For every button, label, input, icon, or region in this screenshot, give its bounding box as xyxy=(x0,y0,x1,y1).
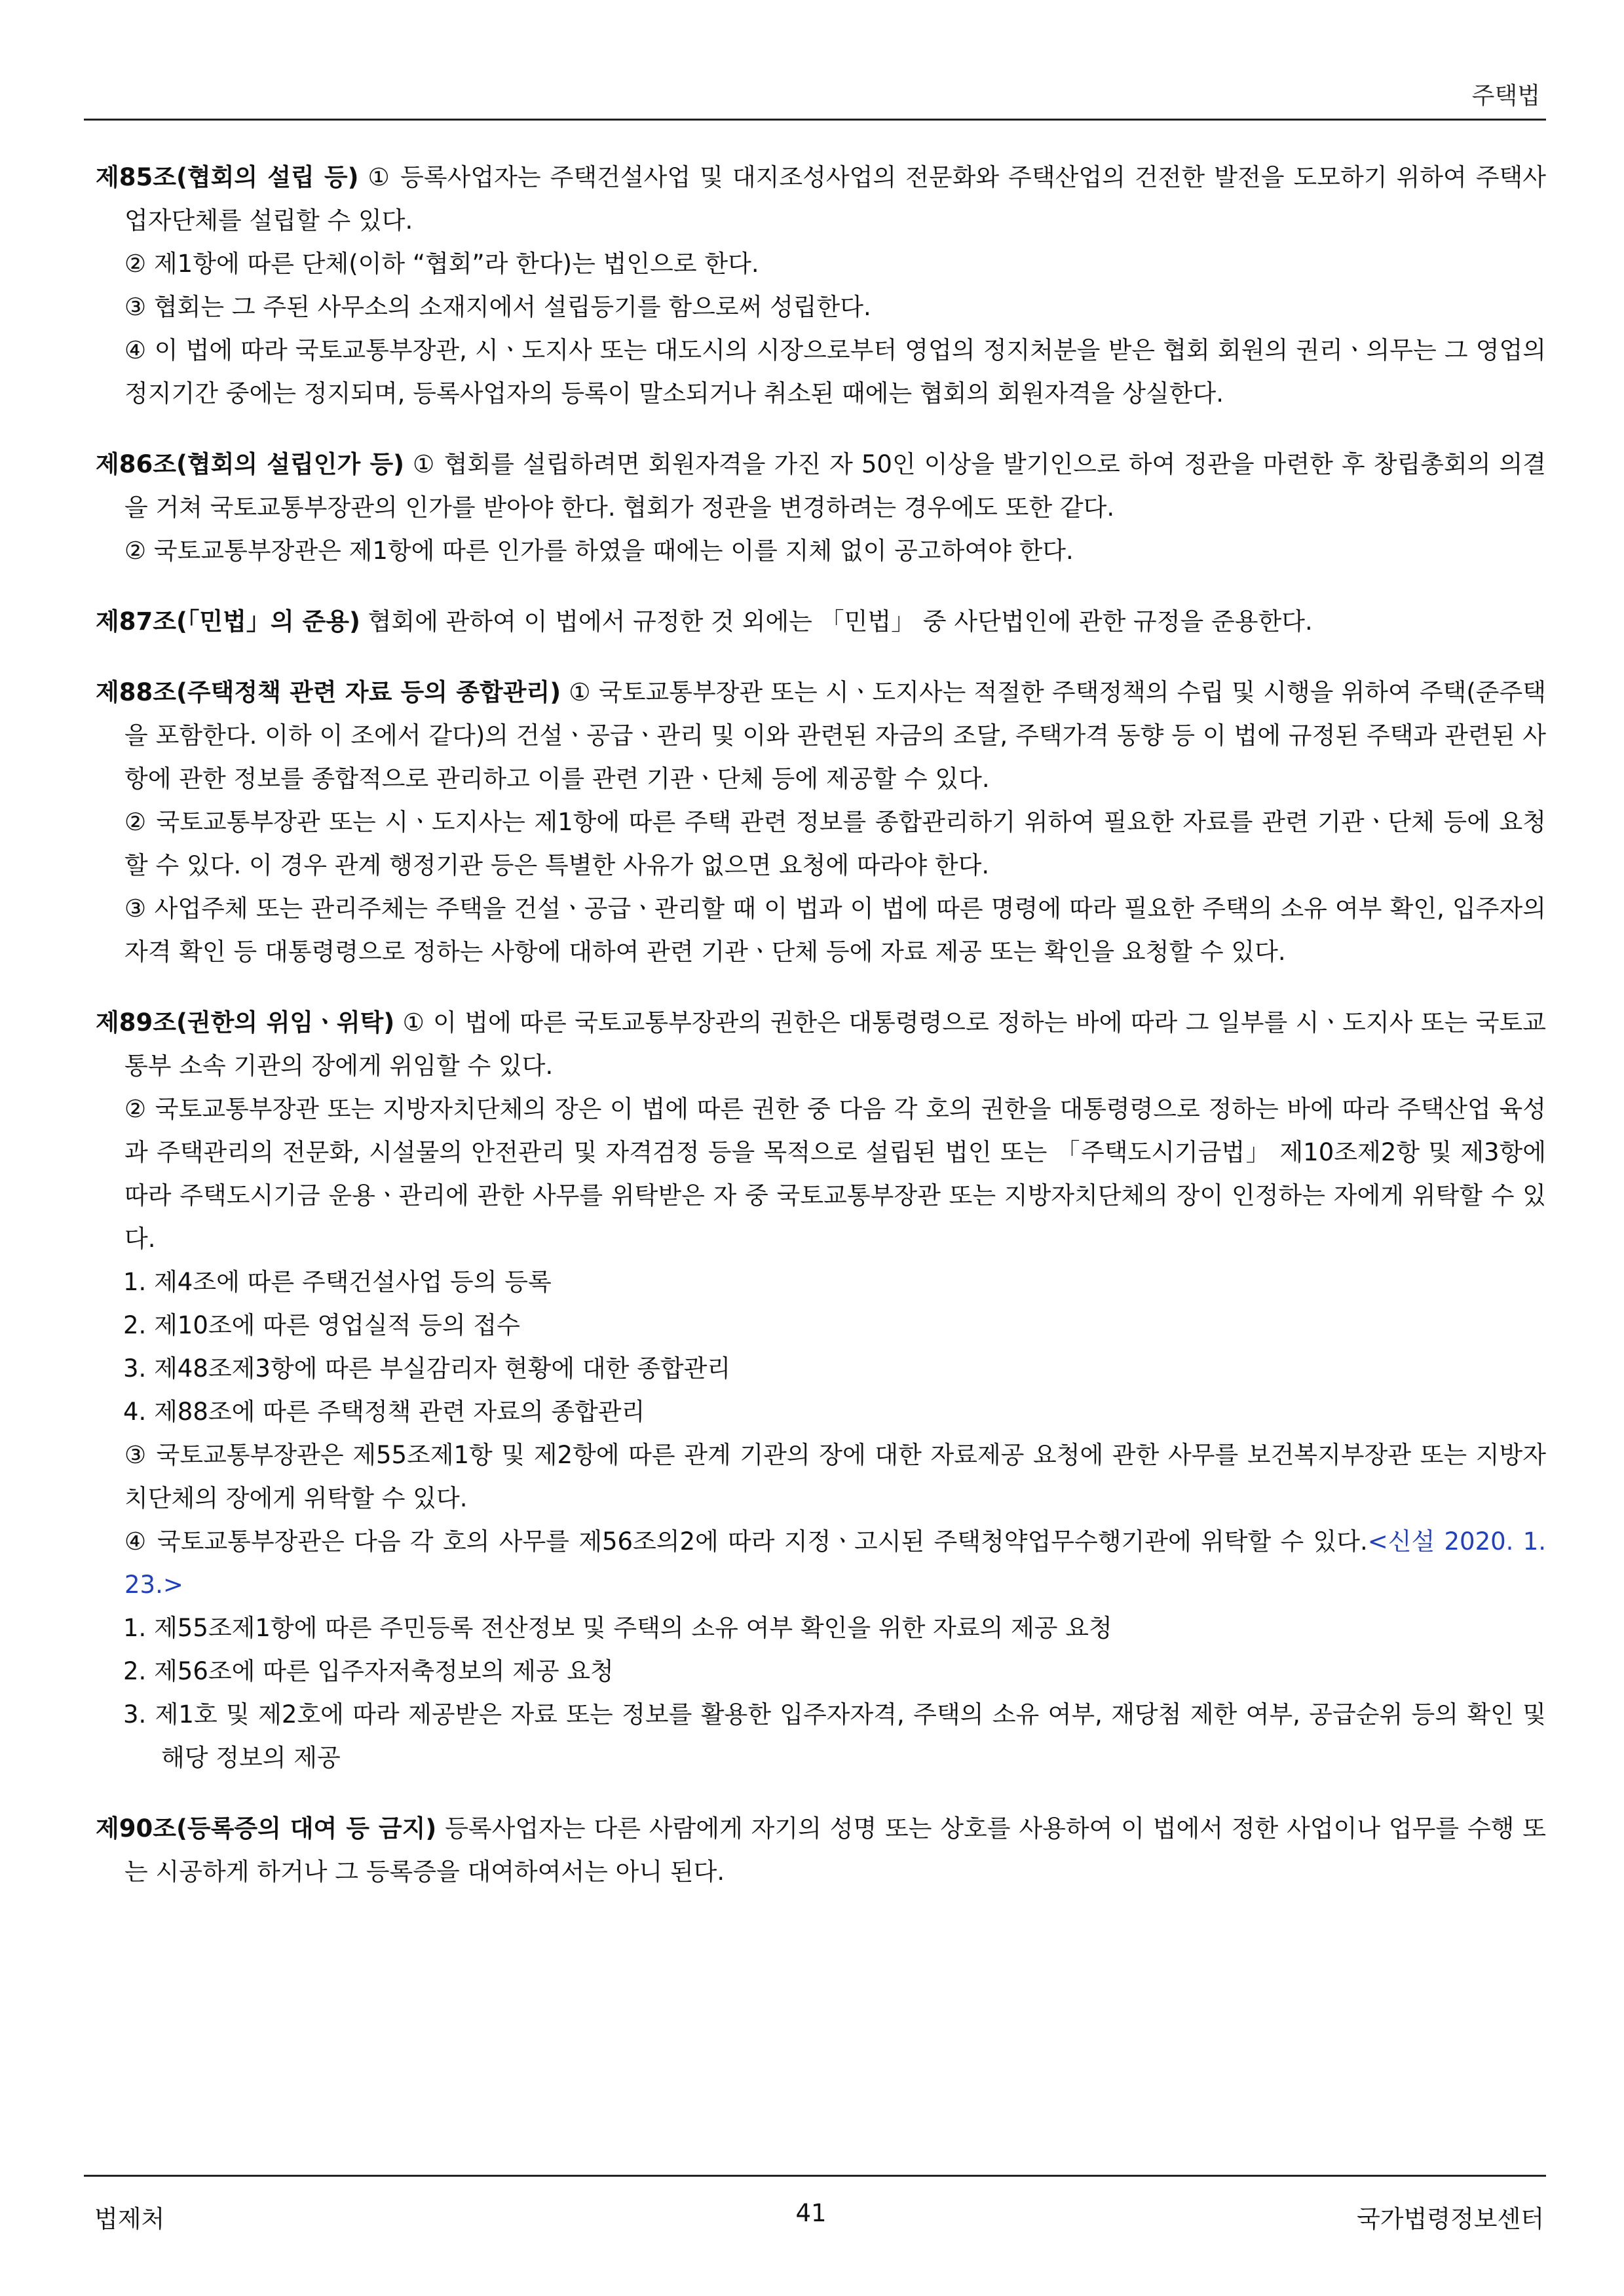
article-89-p2-item-4: 4. 제88조에 따른 주택정책 관련 자료의 종합관리 xyxy=(123,1398,645,1426)
article-88-title: 제88조(주택정책 관련 자료 등의 종합관리) xyxy=(96,678,561,706)
article-89-paragraph-2: ② 국토교통부장관 또는 지방자치단체의 장은 이 법에 따른 권한 중 다음 각 호의 권한을 대통령령으로 정하는 바에 따라 주택산업 육성과 주택관리의 전문화, 시설물의 안전관리 및 자격검정 등을 목적으로 설립된 법인 또는 「주택도시기금법」 제10조제2항 및 제3항에 따라 주택도시기금 운용ㆍ관리에 관한 사무를 위탁받은 자 중 국토교통부장관 또는 지방자치단체의 장이 인정하는 자에게 위탁할 수 있다. xyxy=(124,1095,1546,1253)
article-89-p4-item-1: 1. 제55조제1항에 따른 주민등록 전산정보 및 주택의 소유 여부 확인을 위한 자료의 제공 요청 xyxy=(123,1614,1112,1642)
article-87 xyxy=(96,600,1546,643)
article-86-paragraph-1: ① 협회를 설립하려면 회원자격을 가진 자 50인 이상을 발기인으로 하여 정관을 마련한 후 창립총회의 의결을 거쳐 국토교통부장관의 인가를 받아야 한다. 협회가 정관을 변경하려는 경우에도 또한 같다. xyxy=(124,450,1546,522)
article-89-p2-item-2: 2. 제10조에 따른 영업실적 등의 접수 xyxy=(123,1311,520,1339)
article-89-paragraph-3: ③ 국토교통부장관은 제55조제1항 및 제2항에 따른 관계 기관의 장에 대한 자료제공 요청에 관한 사무를 보건복지부장관 또는 지방자치단체의 장에게 위탁할 수 있다. xyxy=(124,1441,1546,1512)
header-rule xyxy=(84,119,1546,121)
amendment-note: <신설 2020. 1. 23.> xyxy=(124,1527,1547,1599)
article-86 xyxy=(96,443,1546,573)
article-89-p2-item-3: 3. 제48조제3항에 따른 부실감리자 현황에 대한 종합관리 xyxy=(123,1354,731,1383)
article-85-paragraph-3: ③ 협회는 그 주된 사무소의 소재지에서 설립등기를 함으로써 성립한다. xyxy=(124,293,871,321)
article-89-title: 제89조(권한의 위임ㆍ위탁) xyxy=(96,1008,395,1037)
article-89-p4-item-3: 3. 제1호 및 제2호에 따라 제공받은 자료 또는 정보를 활용한 입주자자격, 주택의 소유 여부, 재당첨 제한 여부, 공급순위 등의 확인 및 해당 정보의 제공 xyxy=(123,1700,1546,1772)
article-89 xyxy=(96,1001,1546,1780)
article-88-paragraph-1: ① 국토교통부장관 또는 시ㆍ도지사는 적절한 주택정책의 수립 및 시행을 위하여 주택(준주택을 포함한다. 이하 이 조에서 같다)의 건설ㆍ공급ㆍ관리 및 이와 관련된 자금의 조달, 주택가격 동향 등 이 법에 규정된 주택과 관련된 사항에 관한 정보를 종합적으로 관리하고 이를 관련 기관ㆍ단체 등에 제공할 수 있다. xyxy=(124,678,1546,793)
article-88-paragraph-2: ② 국토교통부장관 또는 시ㆍ도지사는 제1항에 따른 주택 관련 정보를 종합관리하기 위하여 필요한 자료를 관련 기관ㆍ단체 등에 요청할 수 있다. 이 경우 관계 행정기관 등은 특별한 사유가 없으면 요청에 따라야 한다. xyxy=(124,808,1546,879)
article-85-paragraph-4: ④ 이 법에 따라 국토교통부장관, 시ㆍ도지사 또는 대도시의 시장으로부터 영업의 정지처분을 받은 협회 회원의 권리ㆍ의무는 그 영업의 정지기간 중에는 정지되며, 등록사업자의 등록이 말소되거나 취소된 때에는 협회의 회원자격을 상실한다. xyxy=(124,336,1546,408)
article-86-paragraph-2: ② 국토교통부장관은 제1항에 따른 인가를 하였을 때에는 이를 지체 없이 공고하여야 한다. xyxy=(124,537,1074,565)
running-header-title: 주택법 xyxy=(1471,83,1540,109)
article-89-paragraph-1: ① 이 법에 따른 국토교통부장관의 권한은 대통령령으로 정하는 바에 따라 그 일부를 시ㆍ도지사 또는 국토교통부 소속 기관의 장에게 위임할 수 있다. xyxy=(124,1008,1546,1080)
footer-publisher: 법제처 xyxy=(94,2205,165,2233)
article-90-body: 등록사업자는 다른 사람에게 자기의 성명 또는 상호를 사용하여 이 법에서 정한 사업이나 업무를 수행 또는 시공하게 하거나 그 등록증을 대여하여서는 아니 된다. xyxy=(124,1814,1547,1886)
article-89-paragraph-4-text: ④ 국토교통부장관은 다음 각 호의 사무를 제56조의2에 따라 지정ㆍ고시된 주택청약업무수행기관에 위탁할 수 있다. xyxy=(124,1527,1368,1556)
footer-source: 국가법령정보센터 xyxy=(1357,2205,1544,2233)
document-body xyxy=(96,156,1546,1921)
article-90-first-paragraph xyxy=(96,1807,1546,1894)
article-87-first-paragraph xyxy=(96,600,1546,643)
article-90-title: 제90조(등록증의 대여 등 금지) xyxy=(96,1814,437,1843)
article-89-p2-item-1: 1. 제4조에 따른 주택건설사업 등의 등록 xyxy=(123,1268,552,1296)
article-85-title: 제85조(협회의 설립 등) xyxy=(96,163,359,191)
article-89-first-paragraph xyxy=(96,1001,1546,1088)
article-87-body: 협회에 관하여 이 법에서 규정한 것 외에는 「민법」 중 사단법인에 관한 규정을 준용한다. xyxy=(368,607,1313,636)
article-85-first-paragraph xyxy=(96,156,1546,242)
article-90 xyxy=(96,1807,1546,1894)
article-85-paragraph-2: ② 제1항에 따른 단체(이하 “협회”라 한다)는 법인으로 한다. xyxy=(124,250,759,278)
article-89-paragraph-4 xyxy=(96,1520,1546,1607)
article-86-first-paragraph xyxy=(96,443,1546,529)
article-87-title: 제87조(「민법」의 준용) xyxy=(96,607,360,636)
article-86-title: 제86조(협회의 설립인가 등) xyxy=(96,450,405,478)
article-85-paragraph-1: ① 등록사업자는 주택건설사업 및 대지조성사업의 전문화와 주택산업의 건전한 발전을 도모하기 위하여 주택사업자단체를 설립할 수 있다. xyxy=(124,163,1546,235)
page-number: 41 xyxy=(795,2199,827,2227)
article-88-first-paragraph xyxy=(96,671,1546,801)
article-85 xyxy=(96,156,1546,415)
footer-rule xyxy=(84,2175,1546,2177)
article-88 xyxy=(96,671,1546,974)
article-89-p4-item-2: 2. 제56조에 따른 입주자저축정보의 제공 요청 xyxy=(123,1657,614,1685)
article-88-paragraph-3: ③ 사업주체 또는 관리주체는 주택을 건설ㆍ공급ㆍ관리할 때 이 법과 이 법에 따른 명령에 따라 필요한 주택의 소유 여부 확인, 입주자의 자격 확인 등 대통령령으로 정하는 사항에 대하여 관련 기관ㆍ단체 등에 자료 제공 또는 확인을 요청할 수 있다. xyxy=(124,894,1546,966)
